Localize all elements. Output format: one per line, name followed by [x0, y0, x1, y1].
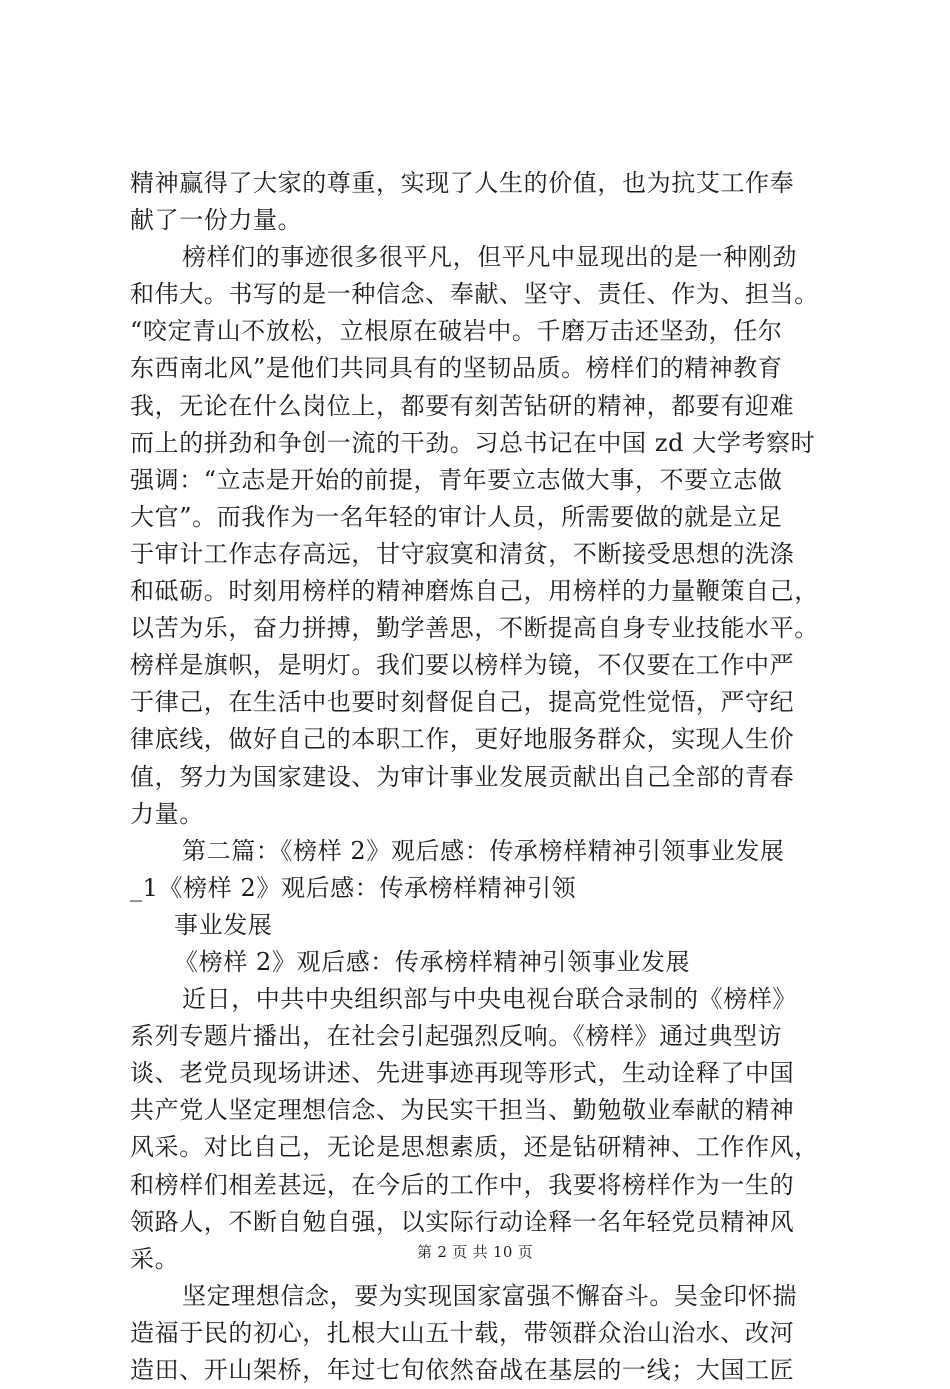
text-line: 和砥砺。时刻用榜样的精神磨炼自己，用榜样的力量鞭策自己， [130, 577, 819, 606]
text-line: 献了一份力量。 [130, 206, 303, 235]
page-number-footer: 第 2 页 共 10 页 [416, 1243, 534, 1261]
text-line: 和榜样们相差甚远，在今后的工作中，我要将榜样作为一生的 [130, 1170, 795, 1199]
section-heading-continued: _1《榜样 2》观后感：传承榜样精神引领 [130, 873, 577, 902]
text-line: 大官”。而我作为一名年轻的审计人员，所需要做的就是立足 [130, 502, 783, 531]
text-line: 造福于民的初心，扎根大山五十载，带领群众治山治水、改河 [130, 1318, 795, 1347]
text-line: 我，无论在什么岗位上，都要有刻苦钻研的精神，都要有迎难 [130, 391, 795, 420]
text-line: 风采。对比自己，无论是思想素质，还是钻研精神、工作作风， [130, 1133, 819, 1162]
text-line: 值，努力为国家建设、为审计事业发展贡献出自己全部的青春 [130, 762, 795, 791]
text-line: 坚定理想信念，要为实现国家富强不懈奋斗。吴金印怀揣 [182, 1281, 797, 1310]
section-heading: 第二篇：《榜样 2》观后感：传承榜样精神引领事业发展 [182, 836, 785, 865]
text-line: 领路人，不断自勉自强，以实际行动诠释一名年轻党员精神风 [130, 1207, 795, 1236]
text-line: 于审计工作志存高远，甘守寂寞和清贫，不断接受思想的洗涤 [130, 539, 795, 568]
article-title: 《榜样 2》观后感：传承榜样精神引领事业发展 [174, 947, 691, 976]
text-line: 以苦为乐，奋力拼搏，勤学善思，不断提高自身专业技能水平。 [130, 614, 819, 643]
text-line: 采。 [130, 1244, 180, 1273]
text-line: “咬定青山不放松，立根原在破岩中。千磨万击还坚劲，任尔 [130, 317, 783, 346]
text-line: 精神赢得了大家的尊重，实现了人生的价值，也为抗艾工作奉 [130, 169, 795, 197]
text-line: 造田、开山架桥，年过七旬依然奋战在基层的一线；大国工匠 [130, 1356, 795, 1384]
text-line: 强调：“立志是开始的前提，青年要立志做大事，不要立志做 [130, 465, 783, 494]
section-heading-continued: 事业发展 [174, 910, 273, 939]
document-body [130, 165, 830, 1389]
text-line: 榜样是旗帜，是明灯。我们要以榜样为镜，不仅要在工作中严 [130, 651, 795, 680]
text-line: 律底线，做好自己的本职工作，更好地服务群众，实现人生价 [130, 725, 795, 754]
text-line: 共产党人坚定理想信念、为民实干担当、勤勉敬业奉献的精神 [130, 1096, 795, 1125]
text-line: 而上的拼劲和争创一流的干劲。习总书记在中国 zd 大学考察时 [130, 428, 816, 457]
text-line: 东西南北风”是他们共同具有的坚韧品质。榜样们的精神教育 [130, 354, 783, 383]
text-line: 于律己，在生活中也要时刻督促自己，提高党性觉悟，严守纪 [130, 688, 795, 717]
text-line: 近日，中共中央组织部与中央电视台联合录制的《榜样》 [182, 985, 797, 1014]
text-line: 谈、老党员现场讲述、先进事迹再现等形式，生动诠释了中国 [130, 1059, 795, 1088]
text-line: 力量。 [130, 799, 204, 828]
text-line: 系列专题片播出，在社会引起强烈反响。《榜样》通过典型访 [130, 1022, 783, 1051]
text-line: 榜样们的事迹很多很平凡，但平凡中显现出的是一种刚劲 [182, 243, 797, 272]
text-line: 和伟大。书写的是一种信念、奉献、坚守、责任、作为、担当。 [130, 280, 819, 309]
